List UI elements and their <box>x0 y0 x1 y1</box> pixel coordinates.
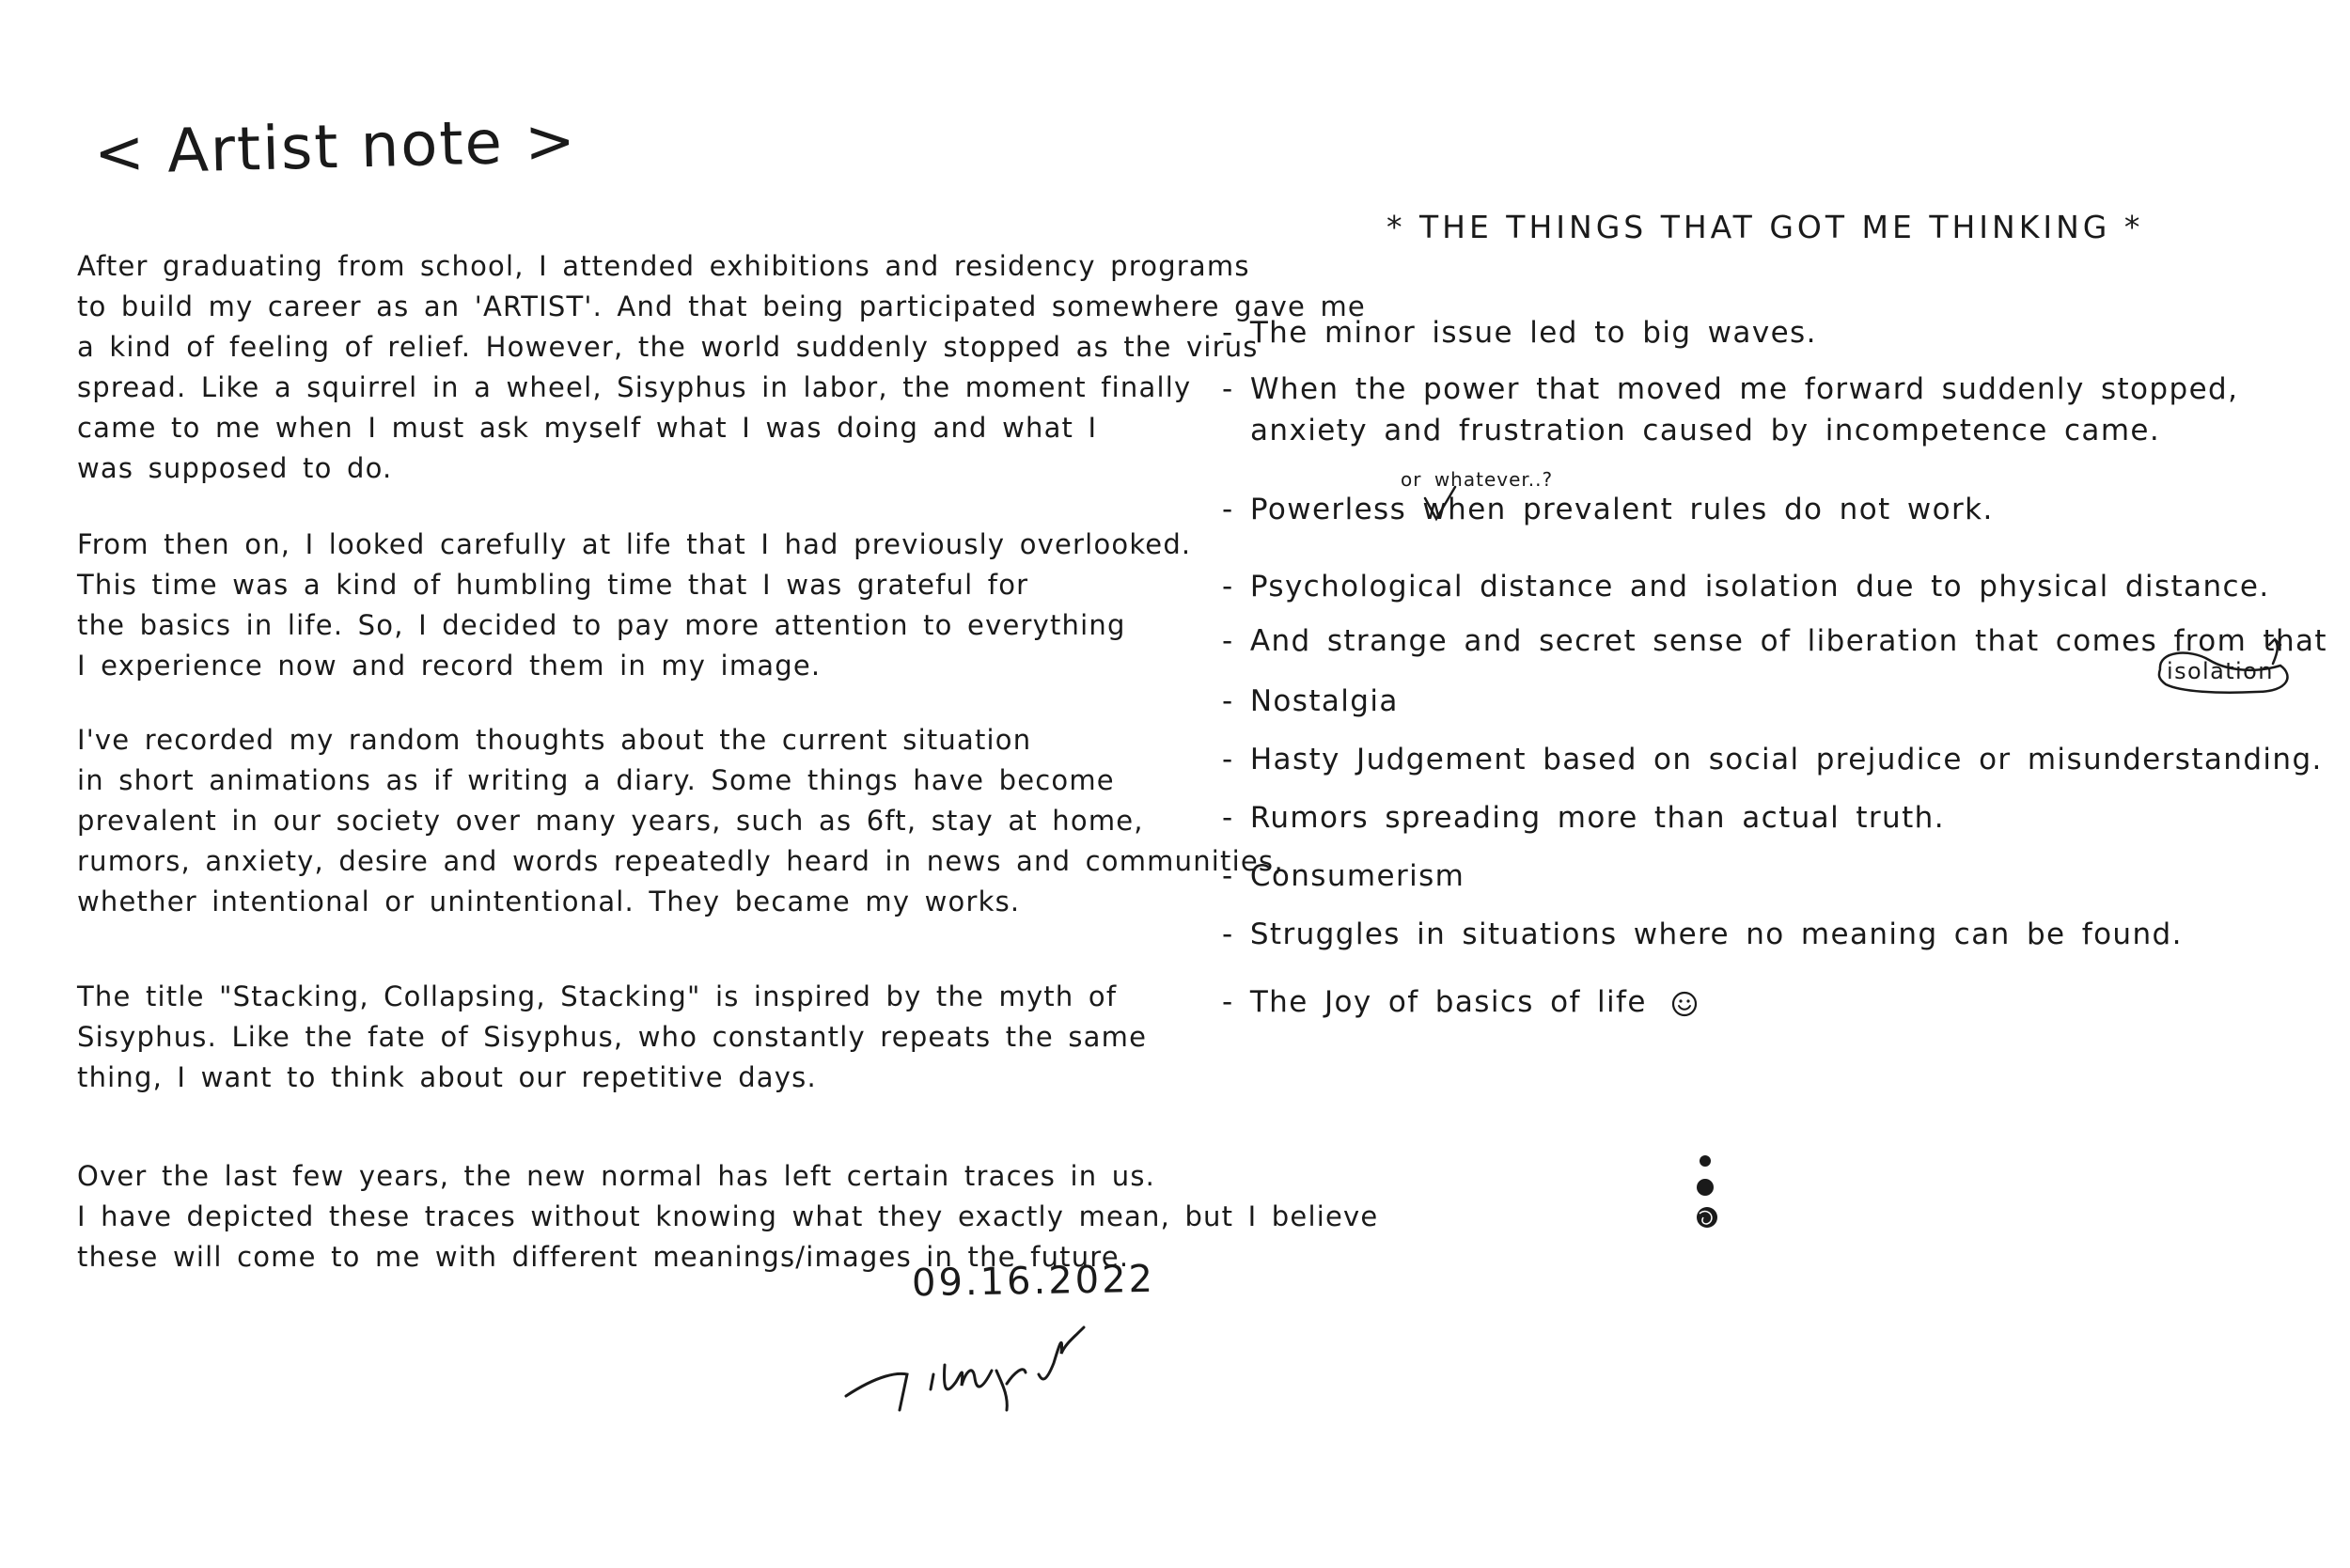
paragraph-2 <box>77 525 1192 686</box>
aside-note: or whatever..? <box>1401 468 1554 491</box>
paragraph-line: I've recorded my random thoughts about the current situation <box>77 724 1032 756</box>
list-item-text: - Psychological distance and isolation due to physical distance. <box>1222 570 2270 604</box>
paragraph-line: was supposed to do. <box>77 452 393 484</box>
artist-note-title: < Artist note > <box>93 106 578 189</box>
list-item <box>1222 914 2312 955</box>
signature-mark <box>841 1316 1123 1419</box>
list-item-text: - Hasty Judgement based on social prejudice or misunderstanding. <box>1222 743 2323 776</box>
list-item-text: - Nostalgia <box>1222 684 1399 718</box>
list-item-text: - And strange and secret sense of liberation that comes from that <box>1222 624 2327 658</box>
note-date: 09.16.2022 <box>911 1257 1156 1306</box>
paragraph-line: to build my career as an 'ARTIST'. And that being participated somewhere gave me <box>77 290 1366 322</box>
list-item <box>1222 368 2312 451</box>
scribble-dots-icon <box>1683 1152 1730 1236</box>
list-item <box>1222 981 2312 1023</box>
paragraph-line: From then on, I looked carefully at life that I had previously overlooked. <box>77 528 1192 560</box>
isolation-word: isolation <box>2167 658 2274 684</box>
things-title: * THE THINGS THAT GOT ME THINKING * <box>1386 209 2144 245</box>
list-item <box>1222 681 2312 722</box>
list-item <box>1222 620 2327 684</box>
paragraph-line: I have depicted these traces without knowing what they exactly mean, but I believe <box>77 1200 1379 1232</box>
paragraph-line: came to me when I must ask myself what I was doing and what I <box>77 412 1098 444</box>
paragraph-line: these will come to me with different meanings/images in the future. <box>77 1241 1130 1273</box>
paragraph-line: Over the last few years, the new normal has left certain traces in us. <box>77 1160 1156 1192</box>
paragraph-line: The title "Stacking, Collapsing, Stacking" is inspired by the myth of <box>77 980 1118 1012</box>
list-item <box>1222 312 2312 353</box>
paragraph-line: I experience now and record them in my image. <box>77 650 822 682</box>
paragraph-5 <box>77 1156 1379 1278</box>
list-item-text: - Struggles in situations where no meaning can be found. <box>1222 917 2183 951</box>
list-item-text: - The Joy of basics of life <box>1222 985 1647 1019</box>
list-item-text: - Powerless when prevalent rules do not work. <box>1222 493 1994 526</box>
insert-caret-icon <box>1421 483 1459 525</box>
paragraph-line: whether intentional or unintentional. They became my works. <box>77 886 1021 917</box>
paragraph-line: Sisyphus. Like the fate of Sisyphus, who constantly repeats the same <box>77 1021 1148 1053</box>
paragraph-line: After graduating from school, I attended exhibitions and residency programs <box>77 250 1250 282</box>
smiley-face-icon <box>1670 990 1699 1018</box>
paragraph-line: spread. Like a squirrel in a wheel, Sisyphus in labor, the moment finally <box>77 371 1192 403</box>
list-item <box>1222 468 2312 530</box>
paragraph-line: prevalent in our society over many years, such as 6ft, stay at home, <box>77 805 1144 837</box>
paragraph-4 <box>77 977 1149 1098</box>
paragraph-line: thing, I want to think about our repetitive days. <box>77 1061 817 1093</box>
list-item <box>1222 566 2312 607</box>
paragraph-line: in short animations as if writing a diary. Some things have become <box>77 764 1115 796</box>
paragraph-line: a kind of feeling of relief. However, the world suddenly stopped as the virus <box>77 331 1259 363</box>
list-item <box>1222 739 2323 780</box>
list-item-text: - Consumerism <box>1222 859 1465 893</box>
paragraph-line: the basics in life. So, I decided to pay more attention to everything <box>77 609 1126 641</box>
paragraph-line: rumors, anxiety, desire and words repeatedly heard in news and communities, <box>77 845 1284 877</box>
list-item <box>1222 797 2312 839</box>
things-list <box>1222 312 2327 1023</box>
list-item-text: - Rumors spreading more than actual truth. <box>1222 801 1945 835</box>
list-item-text: - The minor issue led to big waves. <box>1222 316 1817 350</box>
list-item <box>1222 855 2312 897</box>
paragraph-3 <box>77 720 1284 922</box>
paragraph-1 <box>77 246 1366 489</box>
list-item-text: anxiety and frustration caused by incompetence came. <box>1250 414 2161 447</box>
paragraph-line: This time was a kind of humbling time that I was grateful for <box>77 569 1029 601</box>
list-item-text: - When the power that moved me forward suddenly stopped, <box>1222 372 2239 406</box>
